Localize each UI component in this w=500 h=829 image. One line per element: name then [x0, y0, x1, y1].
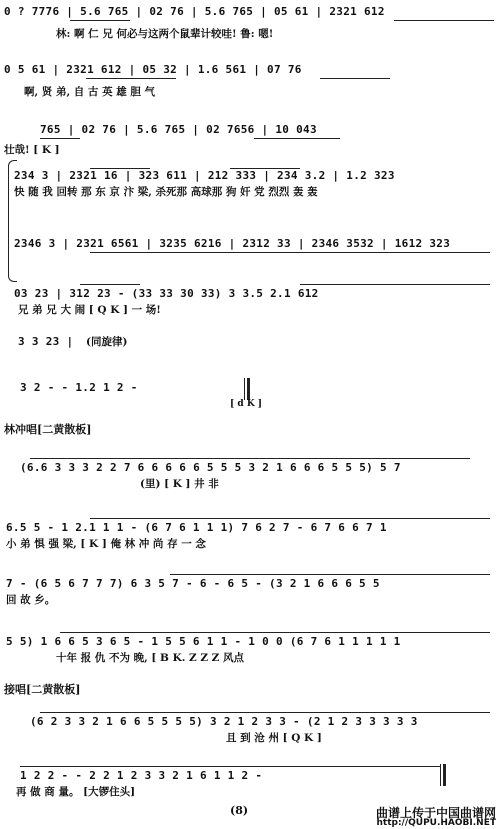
score-row-2-notes: 0 5 61 | 2321 612 | 05 32 | 1.6 561 | 07 76 — [4, 63, 302, 76]
section1-row-1-lyrics: (里) [ K ] 井 非 — [140, 478, 219, 490]
watermark-title: 曲谱上传于中国曲谱网 — [375, 806, 496, 820]
score-row-7-lyrics: (同旋律) — [86, 336, 128, 348]
section1-row-2-notes: 6.5 5 - 1 2.1 1 1 - (6 7 6 1 1 1) 7 6 2 7 - 6 7 6 6 7 1 — [6, 521, 387, 534]
page-number: (8) — [230, 804, 249, 817]
score-row-6-notes: 03 23 | 312 23 - (33 33 30 33) 3 3.5 2.1 612 — [14, 287, 319, 300]
score-row-3-lyrics: 壮哉! [ K ] — [4, 144, 60, 156]
watermark-url: http://QUPU.HAOBI.NET — [376, 818, 496, 828]
score-row-7-notes: 3 3 23 | — [18, 335, 74, 348]
score-row-8-notes: 3 2 - - 1.2 1 2 - — [20, 381, 138, 394]
section1-row-2-lyrics: 小 弟 惧 强 梁, [ K ] 俺 林 冲 尚 存 一 念 — [6, 538, 206, 550]
section-title-lin-chong: 林冲唱[二黄散板] — [4, 423, 92, 436]
score-row-3-notes: 765 | 02 76 | 5.6 765 | 02 7656 | 10 043 — [40, 123, 317, 136]
section-title-continue: 接唱[二黄散板] — [4, 683, 81, 696]
section1-row-4-lyrics: 十年 报 仇 不为 晚, [ B K. Z Z Z 风点 — [56, 652, 244, 664]
score-row-4-notes: 234 3 | 2321 16 | 323 611 | 212 333 | 234 3.2 | 1.2 323 — [14, 169, 395, 182]
score-row-4-lyrics: 快 随 我 回转 那 东 京 汴 梁, 杀死那 高球那 狗 奸 党 烈烈 轰 轰 — [14, 186, 318, 198]
section2-row-2-notes: 1 2 2 - - 2 2 1 2 3 3 2 1 6 1 1 2 - — [20, 769, 263, 782]
section2-row-1-notes: (6 2 3 3 2 1 6 6 5 5 5 5) 3 2 1 2 3 3 - (2 1 2 3 3 3 3 3 — [30, 715, 418, 728]
section1-row-4-notes: 5 5) 1 6 6 5 3 6 5 - 1 5 5 6 1 1 - 1 0 0 (6 7 6 1 1 1 1 1 — [6, 635, 401, 648]
score-row-2-lyrics: 啊, 贤 弟, 自 古 英 雄 胆 气 — [24, 86, 156, 98]
section1-row-3-lyrics: 回 故 乡。 — [6, 594, 56, 606]
score-row-1-lyrics: 林: 啊 仁 兄 何必与这两个鼠辈计较哇! 鲁: 嗯! — [56, 28, 274, 40]
score-row-1-notes: 0 ? 7776 | 5.6 765 | 02 76 | 5.6 765 | 05 61 | 2321 612 — [4, 5, 385, 18]
section1-row-1-notes: (6.6 3 3 3 2 2 7 6 6 6 6 6 5 5 5 3 2 1 6 6 6 5 5 5) 5 7 — [20, 461, 401, 474]
section2-row-2-lyrics: 再 做 商 量。 [大锣住头] — [16, 786, 136, 798]
section1-row-3-notes: 7 - (6 5 6 7 7 7) 6 3 5 7 - 6 - 6 5 - (3 2 1 6 6 6 5 5 — [6, 577, 380, 590]
section2-row-1-lyrics: 且 到 沧 州 [ Q K ] — [226, 732, 322, 744]
score-row-5-notes: 2346 3 | 2321 6561 | 3235 6216 | 2312 33 | 2346 3532 | 1612 323 — [14, 237, 451, 250]
score-row-6-lyrics: 兄 弟 兄 大 闹 [ Q K ] 一 场! — [18, 304, 161, 316]
score-row-8-lyrics: [ d K ] — [230, 399, 263, 409]
